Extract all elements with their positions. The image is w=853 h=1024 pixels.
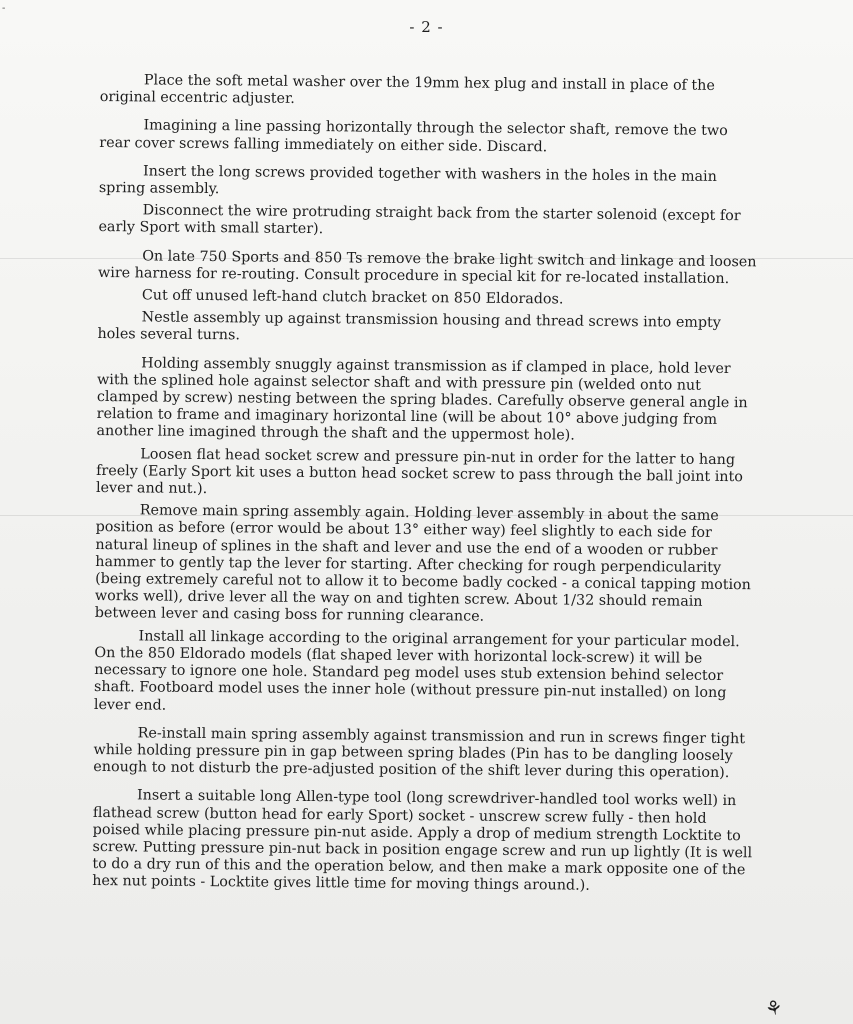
handwritten-mark-icon: ⚘ — [762, 994, 786, 1022]
paragraph: Imagining a line passing horizontally through the selector shaft, remove the two rear cover screws falling immediately on either side. Discard. — [99, 117, 728, 155]
paragraph: Nestle assembly up against transmission housing and thread screws into empty holes several turns. — [97, 309, 721, 344]
page-number: - 2 - — [409, 18, 444, 36]
paragraph: Holding assembly snuggly against transmission as if clamped in place, hold lever with the splined hole against selector shaft and with pressure pin (welded onto nut clamped by screw) nesting between the spring blades. Carefully observe general angle in relation to frame and imaginary horizontal line (will be about 10° above judging from another line imagined through the shaft and the uppermost hole). — [96, 355, 748, 445]
paragraph: Place the soft metal washer over the 19mm hex plug and install in place of the original eccentric adjuster. — [99, 72, 715, 108]
paragraph: Disconnect the wire protruding straight back from the starter solenoid (except for early Sport with small starter). — [98, 202, 741, 238]
paragraph: Re-install main spring assembly against transmission and run in screws finger tight while holding pressure pin in gap between spring blades (Pin has to be dangling loosely enough to not disturb the pre-adjusted position of the shift lever during this operation). — [93, 725, 746, 782]
paragraph: Cut off unused left-hand clutch bracket on 850 Eldorados. — [141, 287, 564, 308]
paragraph: Insert a suitable long Allen-type tool (long screwdriver-handled tool works well) in flathead screw (button head for early Sport) socket - unscrew screw fully - then hold poised while placing pressure pin-nut aside. Apply a drop of medium strength Locktite to screw. Putting pressure pin-nut back in position engage screw and run up lightly (It is well to do a dry run of this and the operation below, and then make a mark opposite one of the hex nut points - Locktite gives little time for moving things around.). — [92, 787, 753, 895]
corner-mark: - — [2, 3, 6, 14]
paragraph: Insert the long screws provided together with washers in the holes in the main spring assembly. — [98, 163, 717, 198]
paragraph: On late 750 Sports and 850 Ts remove the brake light switch and linkage and loosen wire harness for re-routing. Consult procedure in special kit for re-located installation. — [97, 248, 757, 287]
paragraph: Remove main spring assembly again. Holding lever assembly in about the same position as before (error would be about 13° either way) feel slightly to each side for natural lineup of splines in the shaft and lever and use the end of a wooden or rubber hammer to gently tap the lever for starting. After checking for rough perpendicularity (being extremely careful not to allow it to become badly cocked - a conical tapping motion works well), drive lever all the way on and tighten screw. About 1/32 should remain between lever and casing boss for running clearance. — [94, 502, 751, 626]
document-body — [92, 72, 760, 902]
paragraph: Install all linkage according to the original arrangement for your particular model. On the 850 Eldorado models (flat shaped lever with horizontal lock-screw) it will be necessary to ignore one hole. Standard peg model uses stub extension behind selector shaft. Footboard model uses the inner hole (without pressure pin-nut installed) on long lever end. — [93, 628, 740, 714]
paragraph: Loosen flat head socket screw and pressure pin-nut in order for the latter to hang freely (Early Sport kit uses a button head socket screw to pass through the ball joint into lever and nut.). — [95, 446, 743, 498]
